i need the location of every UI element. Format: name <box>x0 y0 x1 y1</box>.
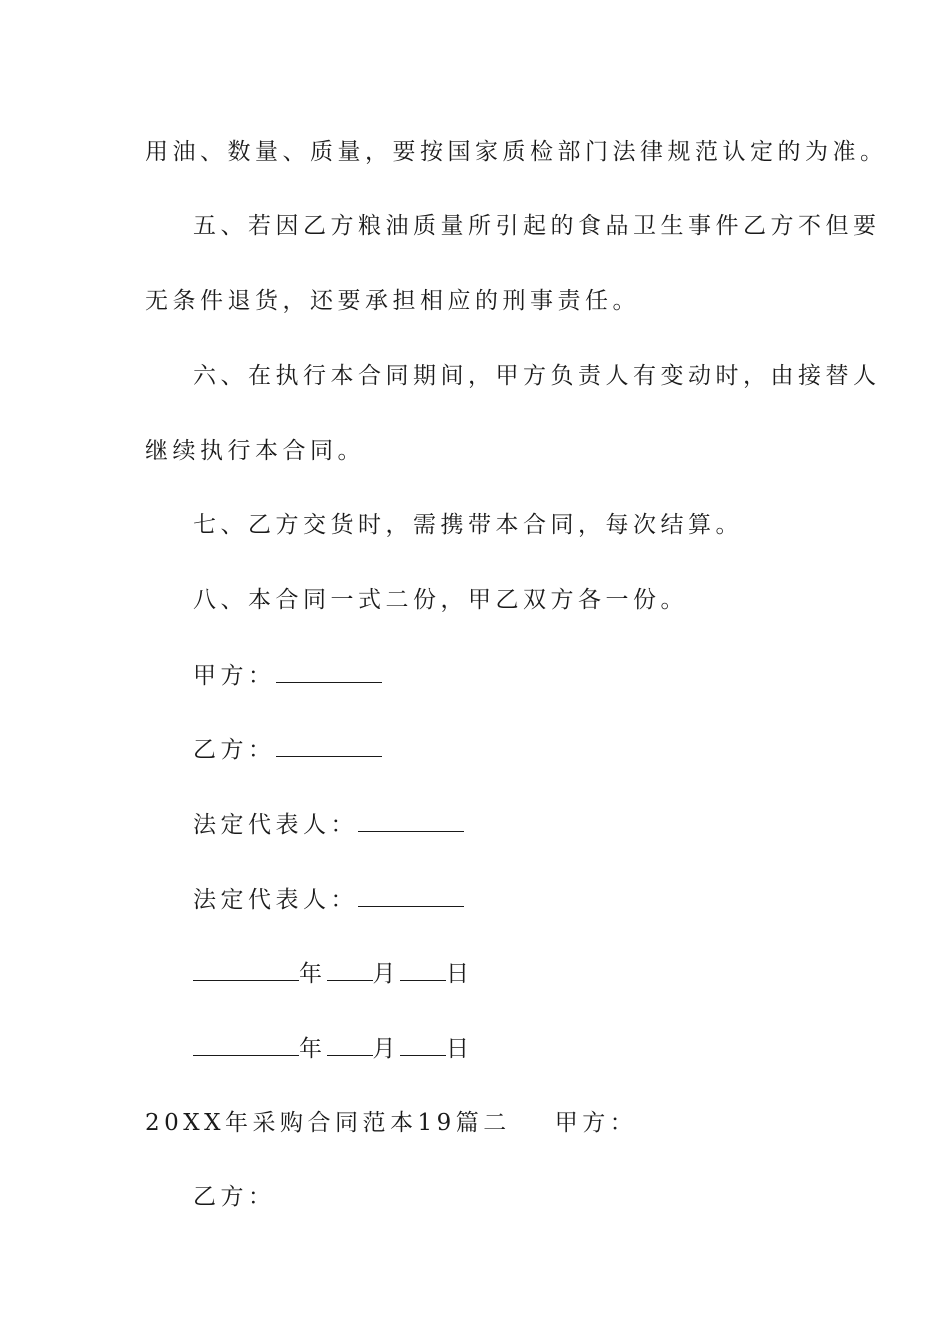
legal-rep-line-2 <box>193 884 464 915</box>
clause-eight-line: 八、本合同一式二份，甲乙双方各一份。 <box>193 587 688 613</box>
party-b-signature-line <box>193 734 382 765</box>
paragraph-line: 用油、数量、质量，要按国家质检部门法律规范认定的为准。 <box>145 139 888 165</box>
paragraph-line: 继续执行本合同。 <box>145 438 365 464</box>
year-label: 年 <box>299 961 327 987</box>
month-blank[interactable] <box>327 1033 373 1056</box>
year-blank[interactable] <box>193 958 299 981</box>
date-line-1 <box>193 958 474 989</box>
legal-rep-label: 法定代表人： <box>193 812 358 838</box>
party-b-blank[interactable] <box>276 734 382 757</box>
clause-seven-line: 七、乙方交货时，需携带本合同，每次结算。 <box>193 512 743 538</box>
section-heading-line <box>145 1108 637 1138</box>
legal-rep-blank[interactable] <box>358 884 464 907</box>
clause-six-line: 六、在执行本合同期间，甲方负责人有变动时，由接替人 <box>193 363 881 389</box>
section-title: 20XX年采购合同范本19篇二 <box>145 1110 511 1136</box>
year-blank[interactable] <box>193 1033 299 1056</box>
day-blank[interactable] <box>400 1033 446 1056</box>
month-label: 月 <box>372 961 400 987</box>
month-blank[interactable] <box>327 958 373 981</box>
next-party-a-label: 甲方： <box>554 1110 638 1136</box>
legal-rep-line-1 <box>193 809 464 840</box>
party-a-blank[interactable] <box>276 660 382 683</box>
year-label: 年 <box>299 1036 327 1062</box>
party-a-label: 甲方： <box>193 663 276 689</box>
day-blank[interactable] <box>400 958 446 981</box>
legal-rep-blank[interactable] <box>358 809 464 832</box>
day-label: 日 <box>446 1036 474 1062</box>
paragraph-line: 无条件退货，还要承担相应的刑事责任。 <box>145 288 640 314</box>
legal-rep-label: 法定代表人： <box>193 887 358 913</box>
date-line-2 <box>193 1033 474 1064</box>
next-party-b-label: 乙方： <box>193 1184 276 1210</box>
clause-five-line: 五、若因乙方粮油质量所引起的食品卫生事件乙方不但要 <box>193 213 881 239</box>
next-party-b-line <box>193 1182 276 1212</box>
party-b-label: 乙方： <box>193 737 276 763</box>
day-label: 日 <box>446 961 474 987</box>
party-a-signature-line <box>193 660 382 691</box>
month-label: 月 <box>372 1036 400 1062</box>
